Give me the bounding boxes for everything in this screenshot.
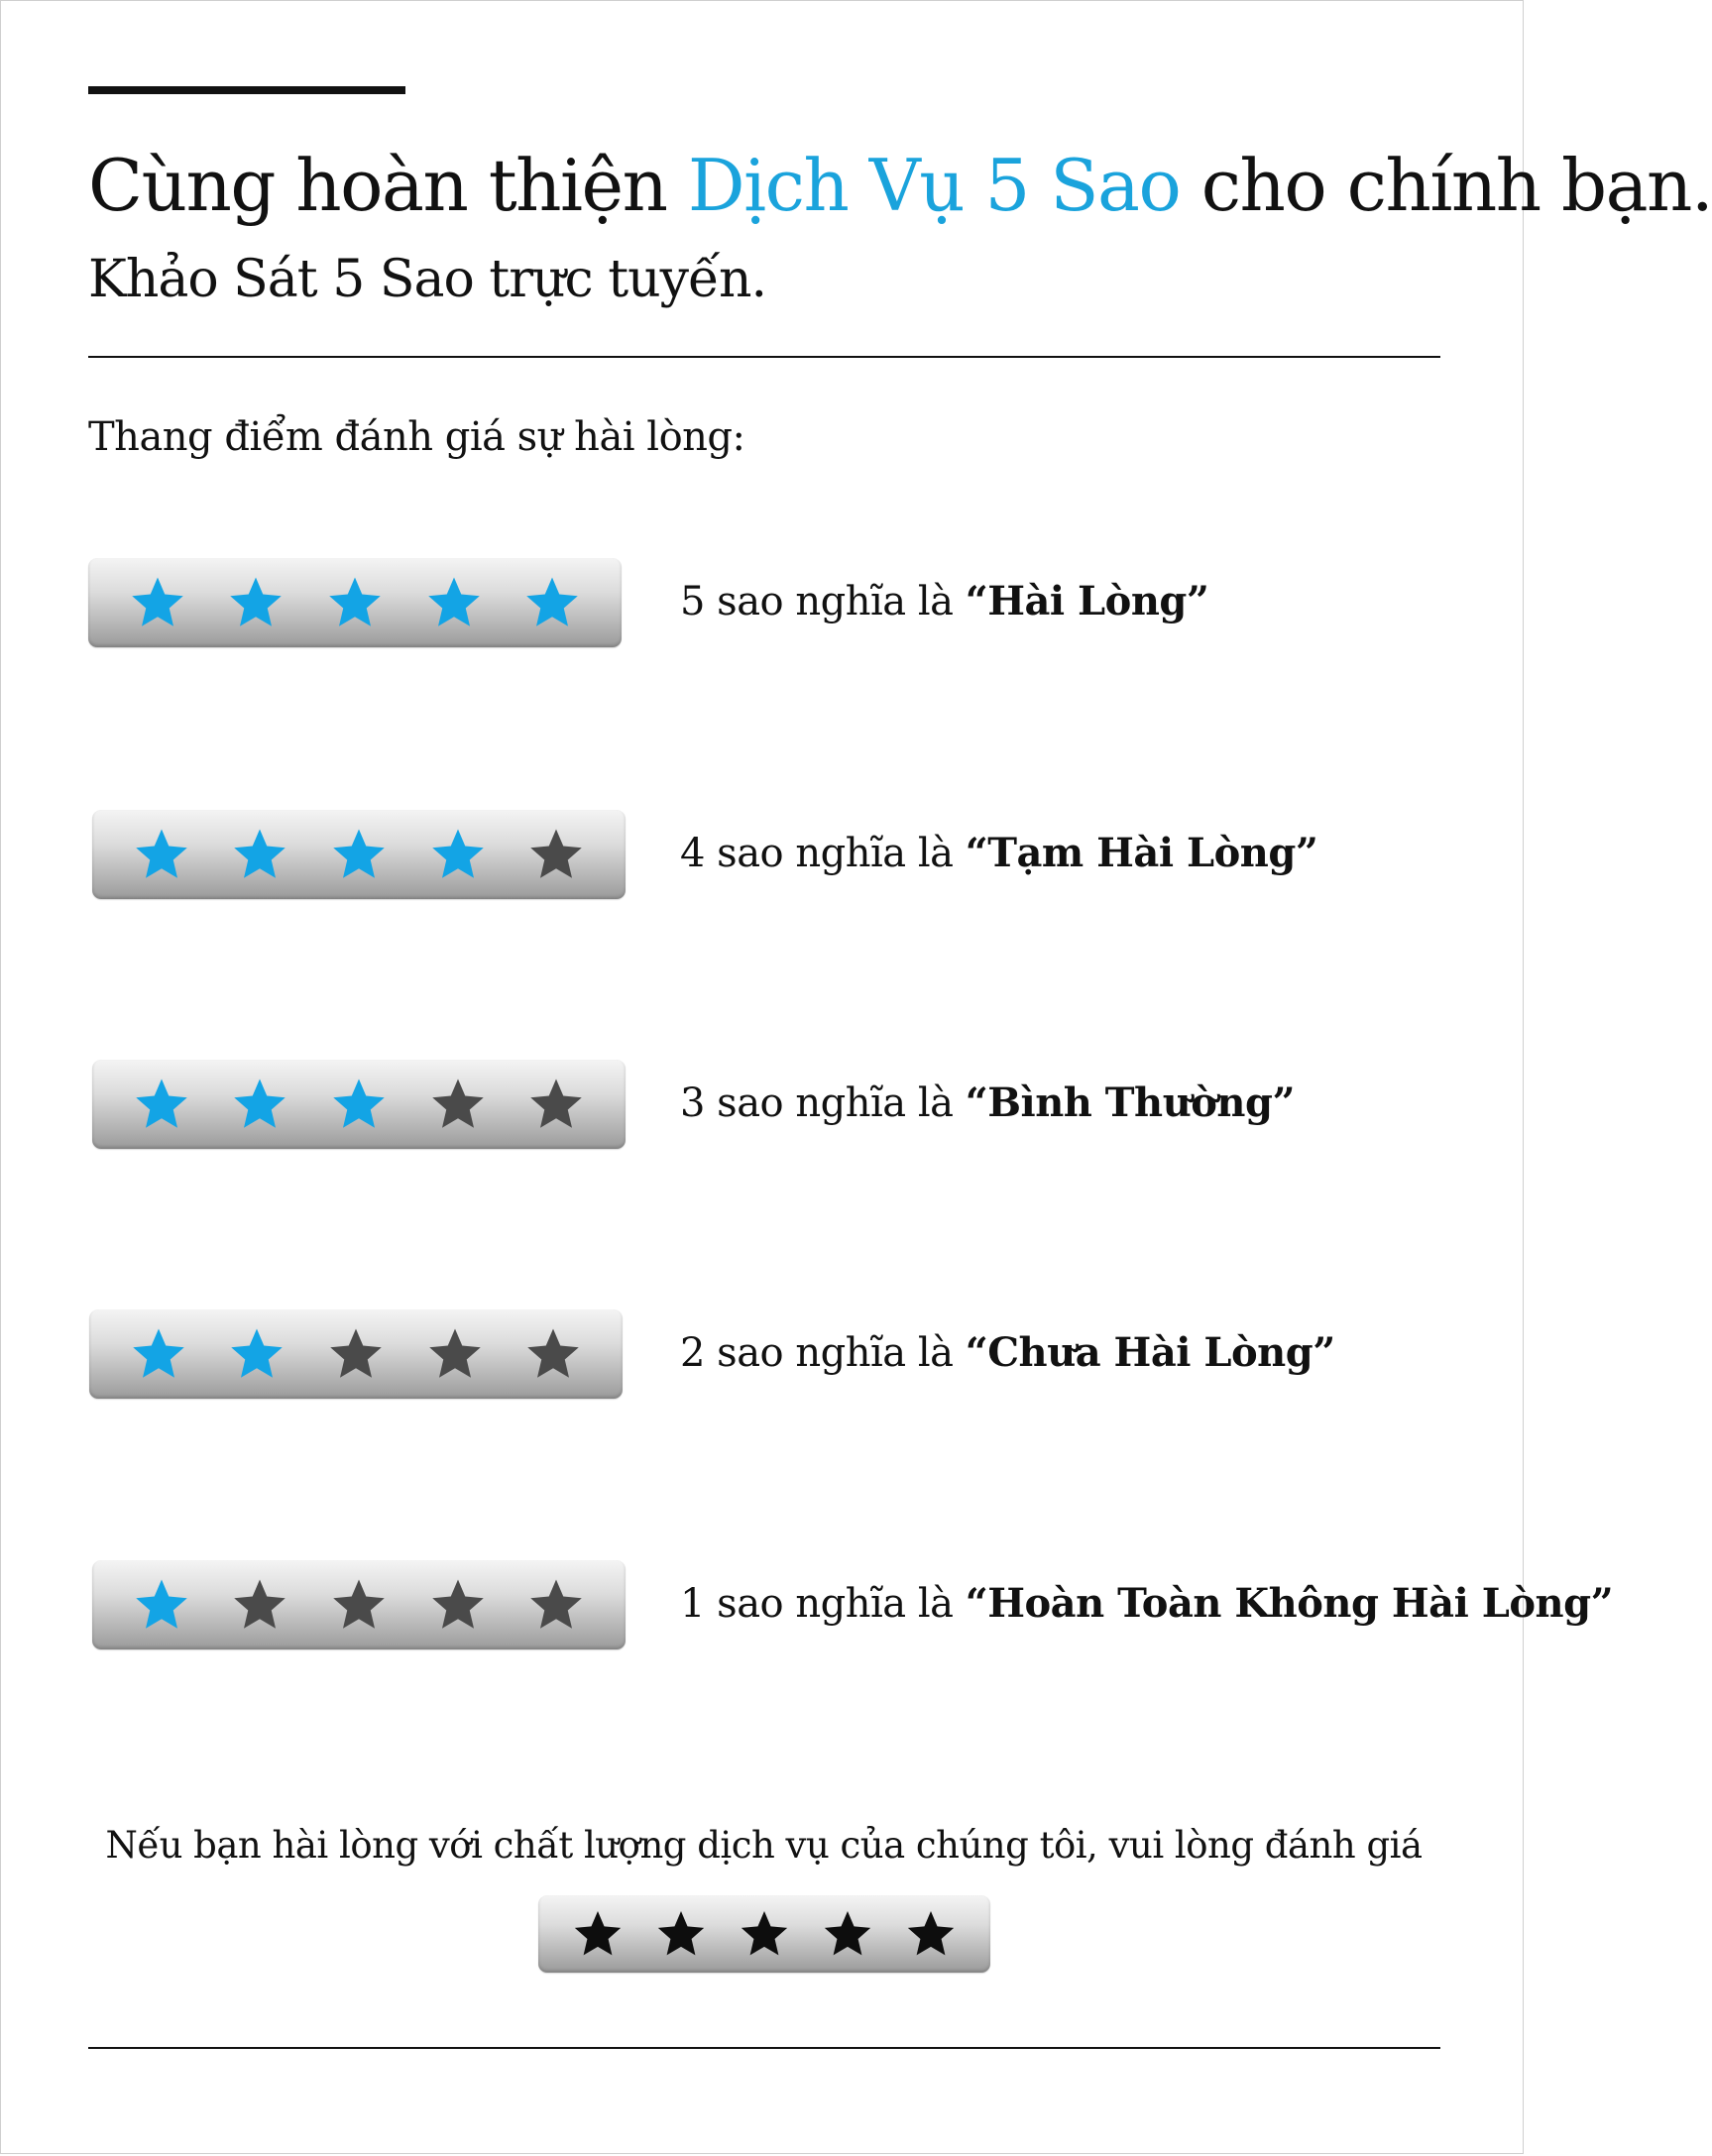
rate-stars-button[interactable] <box>538 1895 990 1973</box>
star-empty-icon <box>428 1575 488 1635</box>
rating-prefix: 4 sao nghĩa là <box>680 831 966 876</box>
rating-label-3 <box>680 1076 1295 1131</box>
star-filled-icon <box>329 825 389 884</box>
star-icon[interactable] <box>738 1907 791 1961</box>
star-filled-icon <box>230 825 289 884</box>
star-empty-icon <box>326 1324 386 1384</box>
star-bar-1 <box>92 1560 626 1649</box>
rating-prefix: 3 sao nghĩa là <box>680 1080 966 1126</box>
star-empty-icon <box>329 1575 389 1635</box>
rating-prefix: 2 sao nghĩa là <box>680 1330 966 1376</box>
star-empty-icon <box>526 1075 586 1134</box>
star-icon[interactable] <box>654 1907 708 1961</box>
rating-label-1 <box>680 1576 1613 1632</box>
rating-meaning: “Hoàn Toàn Không Hài Lòng” <box>965 1580 1614 1627</box>
star-icon[interactable] <box>821 1907 874 1961</box>
star-icon[interactable] <box>571 1907 625 1961</box>
headline <box>88 138 1712 233</box>
rating-prefix: 5 sao nghĩa là <box>680 579 966 624</box>
divider-bottom <box>88 2047 1440 2049</box>
star-filled-icon <box>230 1075 289 1134</box>
star-filled-icon <box>132 825 191 884</box>
star-empty-icon <box>230 1575 289 1635</box>
star-filled-icon <box>325 573 385 632</box>
rating-meaning: “Bình Thường” <box>965 1079 1295 1126</box>
star-filled-icon <box>128 573 187 632</box>
star-icon[interactable] <box>904 1907 958 1961</box>
star-filled-icon <box>329 1075 389 1134</box>
star-filled-icon <box>132 1575 191 1635</box>
star-filled-icon <box>428 825 488 884</box>
rating-row-2 <box>88 1309 1476 1401</box>
headline-accent: Dịch Vụ 5 Sao <box>687 144 1181 227</box>
star-filled-icon <box>522 573 582 632</box>
star-filled-icon <box>227 1324 286 1384</box>
star-bar-5 <box>88 558 622 647</box>
star-bar-4 <box>92 810 626 899</box>
scale-title: Thang điểm đánh giá sự hài lòng: <box>88 414 745 460</box>
star-filled-icon <box>132 1075 191 1134</box>
rating-label-2 <box>680 1325 1335 1381</box>
star-filled-icon <box>424 573 484 632</box>
star-empty-icon <box>526 825 586 884</box>
rating-meaning: “Tạm Hài Lòng” <box>965 830 1318 876</box>
rating-label-4 <box>680 826 1317 881</box>
star-bar-2 <box>89 1309 623 1399</box>
rate-prompt: Nếu bạn hài lòng với chất lượng dịch vụ của chúng tôi, vui lòng đánh giá <box>105 1824 1423 1867</box>
star-filled-icon <box>129 1324 188 1384</box>
rating-row-5 <box>88 558 1476 649</box>
headline-text-start: Cùng hoàn thiện <box>88 144 688 227</box>
divider-top <box>88 356 1440 358</box>
star-empty-icon <box>526 1575 586 1635</box>
headline-text-end: cho chính bạn. <box>1180 144 1712 227</box>
rating-prefix: 1 sao nghĩa là <box>680 1581 966 1627</box>
rating-label-5 <box>680 574 1208 629</box>
star-empty-icon <box>523 1324 583 1384</box>
star-empty-icon <box>428 1075 488 1134</box>
subheadline: Khảo Sát 5 Sao trực tuyến. <box>88 250 766 309</box>
top-accent-bar <box>88 86 405 94</box>
star-empty-icon <box>425 1324 485 1384</box>
star-filled-icon <box>226 573 285 632</box>
rating-meaning: “Chưa Hài Lòng” <box>965 1329 1335 1376</box>
rating-row-1 <box>88 1560 1614 1651</box>
star-bar-3 <box>92 1060 626 1149</box>
rating-meaning: “Hài Lòng” <box>965 578 1209 624</box>
rating-row-3 <box>88 1060 1476 1151</box>
rating-row-4 <box>88 810 1476 901</box>
